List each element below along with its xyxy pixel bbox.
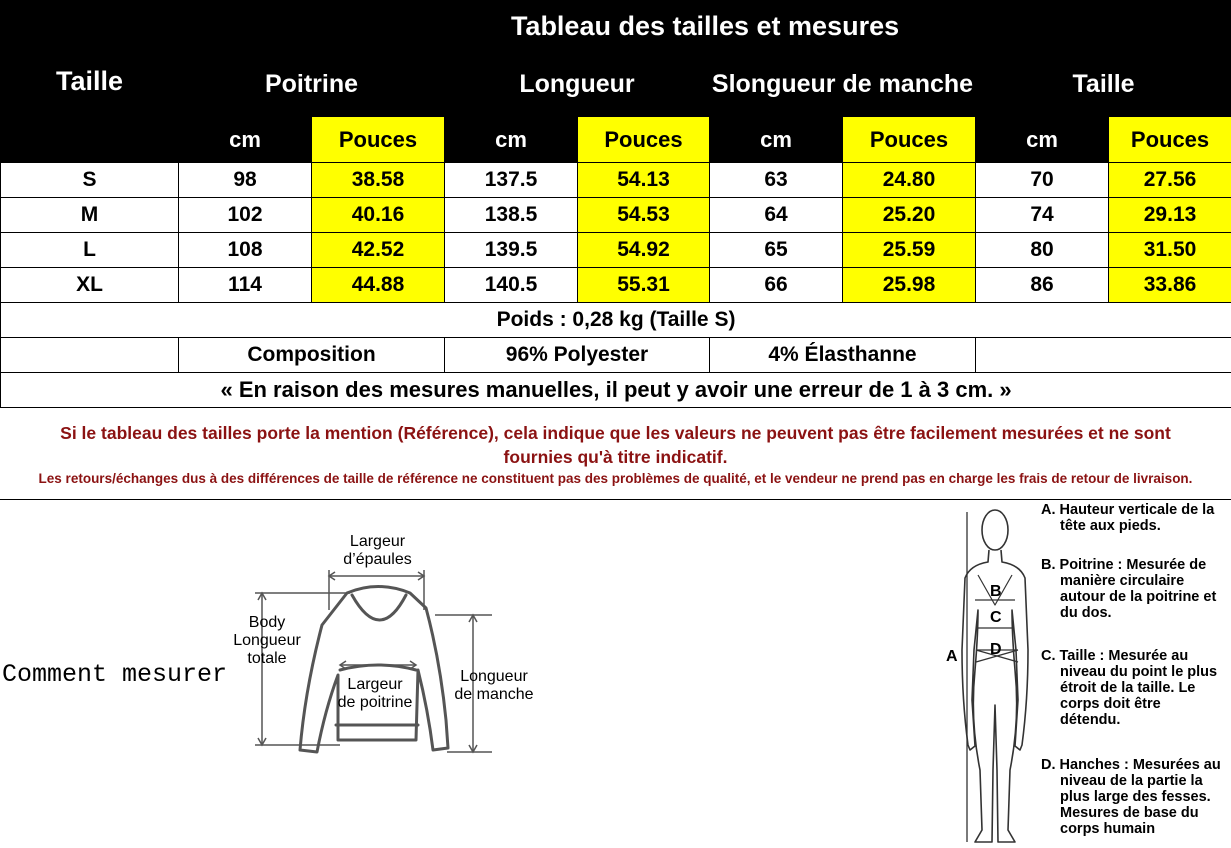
table-cell: 55.31 (578, 268, 710, 303)
size-label: S (1, 163, 179, 198)
category-header-chest: Poitrine (179, 53, 445, 117)
unit-cm: cm (445, 117, 578, 163)
body-length-label (222, 614, 312, 668)
table-row (1, 198, 1231, 233)
shoulder-width-label (330, 533, 425, 569)
table-cell: 65 (710, 233, 843, 268)
body-letter-c: C (990, 609, 1002, 626)
unit-cm: cm (710, 117, 843, 163)
legend-text: étroit de la taille. Le (1060, 680, 1196, 696)
legend-text: détendu. (1060, 712, 1121, 728)
table-cell: 74 (976, 198, 1109, 233)
table-cell: 25.20 (843, 198, 976, 233)
table-cell: 80 (976, 233, 1109, 268)
unit-inches: Pouces (578, 117, 710, 163)
reference-note-line1: Si le tableau des tailles porte la mention (Référence), cela indique que les valeurs ne peuvent pas être facilement mesurées et ne sont (60, 423, 1171, 443)
category-header-sleeve: Slongueur de manche (710, 53, 976, 117)
body-letter-a: A (946, 648, 958, 665)
table-cell: 38.58 (312, 163, 445, 198)
table-cell: 70 (976, 163, 1109, 198)
body-letter-b: B (990, 583, 1002, 600)
size-label: L (1, 233, 179, 268)
sleeve-length-label (448, 668, 540, 704)
table-cell: 44.88 (312, 268, 445, 303)
label-text: totale (247, 650, 287, 667)
label-text: Largeur (347, 676, 403, 693)
table-cell: 98 (179, 163, 312, 198)
legend-text: B. Poitrine : Mesurée de (1041, 557, 1207, 573)
unit-inches: Pouces (843, 117, 976, 163)
size-column-header: Taille (1, 1, 179, 163)
size-label: M (1, 198, 179, 233)
unit-cm: cm (179, 117, 312, 163)
table-cell: 54.92 (578, 233, 710, 268)
chest-width-label (330, 676, 420, 712)
table-cell: 40.16 (312, 198, 445, 233)
legend-text: A. Hauteur verticale de la (1041, 502, 1215, 518)
table-row (1, 163, 1231, 198)
legend-text: Mesures de base du (1060, 805, 1199, 821)
label-text: d’épaules (343, 551, 412, 568)
category-header-waist: Taille (976, 53, 1231, 117)
legend-text: D. Hanches : Mesurées au (1041, 757, 1221, 773)
legend-text: niveau de la partie la (1060, 773, 1203, 789)
unit-inches: Pouces (1109, 117, 1231, 163)
returns-note: Les retours/échanges dus à des différences de taille de référence ne constituent pas des problèmes de qualité, et le vendeur ne prend pas en charge les frais de retour de livraison. (38, 471, 1193, 486)
table-cell: 137.5 (445, 163, 578, 198)
legend-text: manière circulaire (1060, 573, 1185, 589)
label-text: de manche (454, 686, 534, 703)
table-cell: 138.5 (445, 198, 578, 233)
legend-text: du dos. (1060, 605, 1112, 621)
table-cell: 66 (710, 268, 843, 303)
label-text: Largeur (349, 533, 406, 550)
label-text: Longueur (233, 632, 301, 649)
label-text: Longueur (460, 668, 528, 685)
table-cell: 114 (179, 268, 312, 303)
legend-text: C. Taille : Mesurée au (1041, 648, 1189, 664)
table-cell: 64 (710, 198, 843, 233)
legend-a (1041, 502, 1229, 534)
unit-inches: Pouces (312, 117, 445, 163)
legend-text: plus large des fesses. (1060, 789, 1211, 805)
table-cell: 29.13 (1109, 198, 1231, 233)
reference-note-line2: fournies qu'à titre indicatif. (503, 447, 728, 467)
table-cell: 54.13 (578, 163, 710, 198)
table-cell: 54.53 (578, 198, 710, 233)
unit-cm: cm (976, 117, 1109, 163)
legend-text: corps doit être (1060, 696, 1161, 712)
table-cell: 42.52 (312, 233, 445, 268)
table-cell: 86 (976, 268, 1109, 303)
label-text: de poitrine (337, 694, 413, 711)
legend-d (1041, 757, 1229, 837)
table-cell: 27.56 (1109, 163, 1231, 198)
composition-label: Composition (179, 338, 445, 373)
legend-b (1041, 557, 1229, 621)
weight-info: Poids : 0,28 kg (Taille S) (1, 303, 1231, 338)
measurement-error-note: « En raison des mesures manuelles, il peut y avoir une erreur de 1 à 3 cm. » (1, 373, 1231, 408)
empty-cell (976, 338, 1231, 373)
table-cell: 108 (179, 233, 312, 268)
label-text: Body (248, 614, 286, 631)
composition-polyester: 96% Polyester (445, 338, 710, 373)
composition-elastane: 4% Élasthanne (710, 338, 976, 373)
table-row (1, 268, 1231, 303)
table-cell: 31.50 (1109, 233, 1231, 268)
table-cell: 33.86 (1109, 268, 1231, 303)
table-cell: 25.59 (843, 233, 976, 268)
body-letter-d: D (990, 641, 1002, 658)
table-cell: 63 (710, 163, 843, 198)
category-header-length: Longueur (445, 53, 710, 117)
legend-c (1041, 648, 1229, 728)
table-cell: 24.80 (843, 163, 976, 198)
sweater-outline-icon (300, 587, 448, 753)
human-body-icon (962, 510, 1028, 842)
legend-text: autour de la poitrine et (1060, 589, 1217, 605)
size-chart-table (0, 0, 1231, 408)
legend-text: corps humain (1060, 821, 1156, 837)
table-cell: 139.5 (445, 233, 578, 268)
size-label: XL (1, 268, 179, 303)
legend-text: tête aux pieds. (1060, 518, 1161, 534)
table-title: Tableau des tailles et mesures (179, 1, 1231, 53)
table-cell: 140.5 (445, 268, 578, 303)
table-cell: 25.98 (843, 268, 976, 303)
how-to-measure-title: Comment mesurer (2, 660, 228, 689)
table-cell: 102 (179, 198, 312, 233)
empty-cell (1, 338, 179, 373)
legend-text: niveau du point le plus (1060, 664, 1218, 680)
table-row (1, 233, 1231, 268)
